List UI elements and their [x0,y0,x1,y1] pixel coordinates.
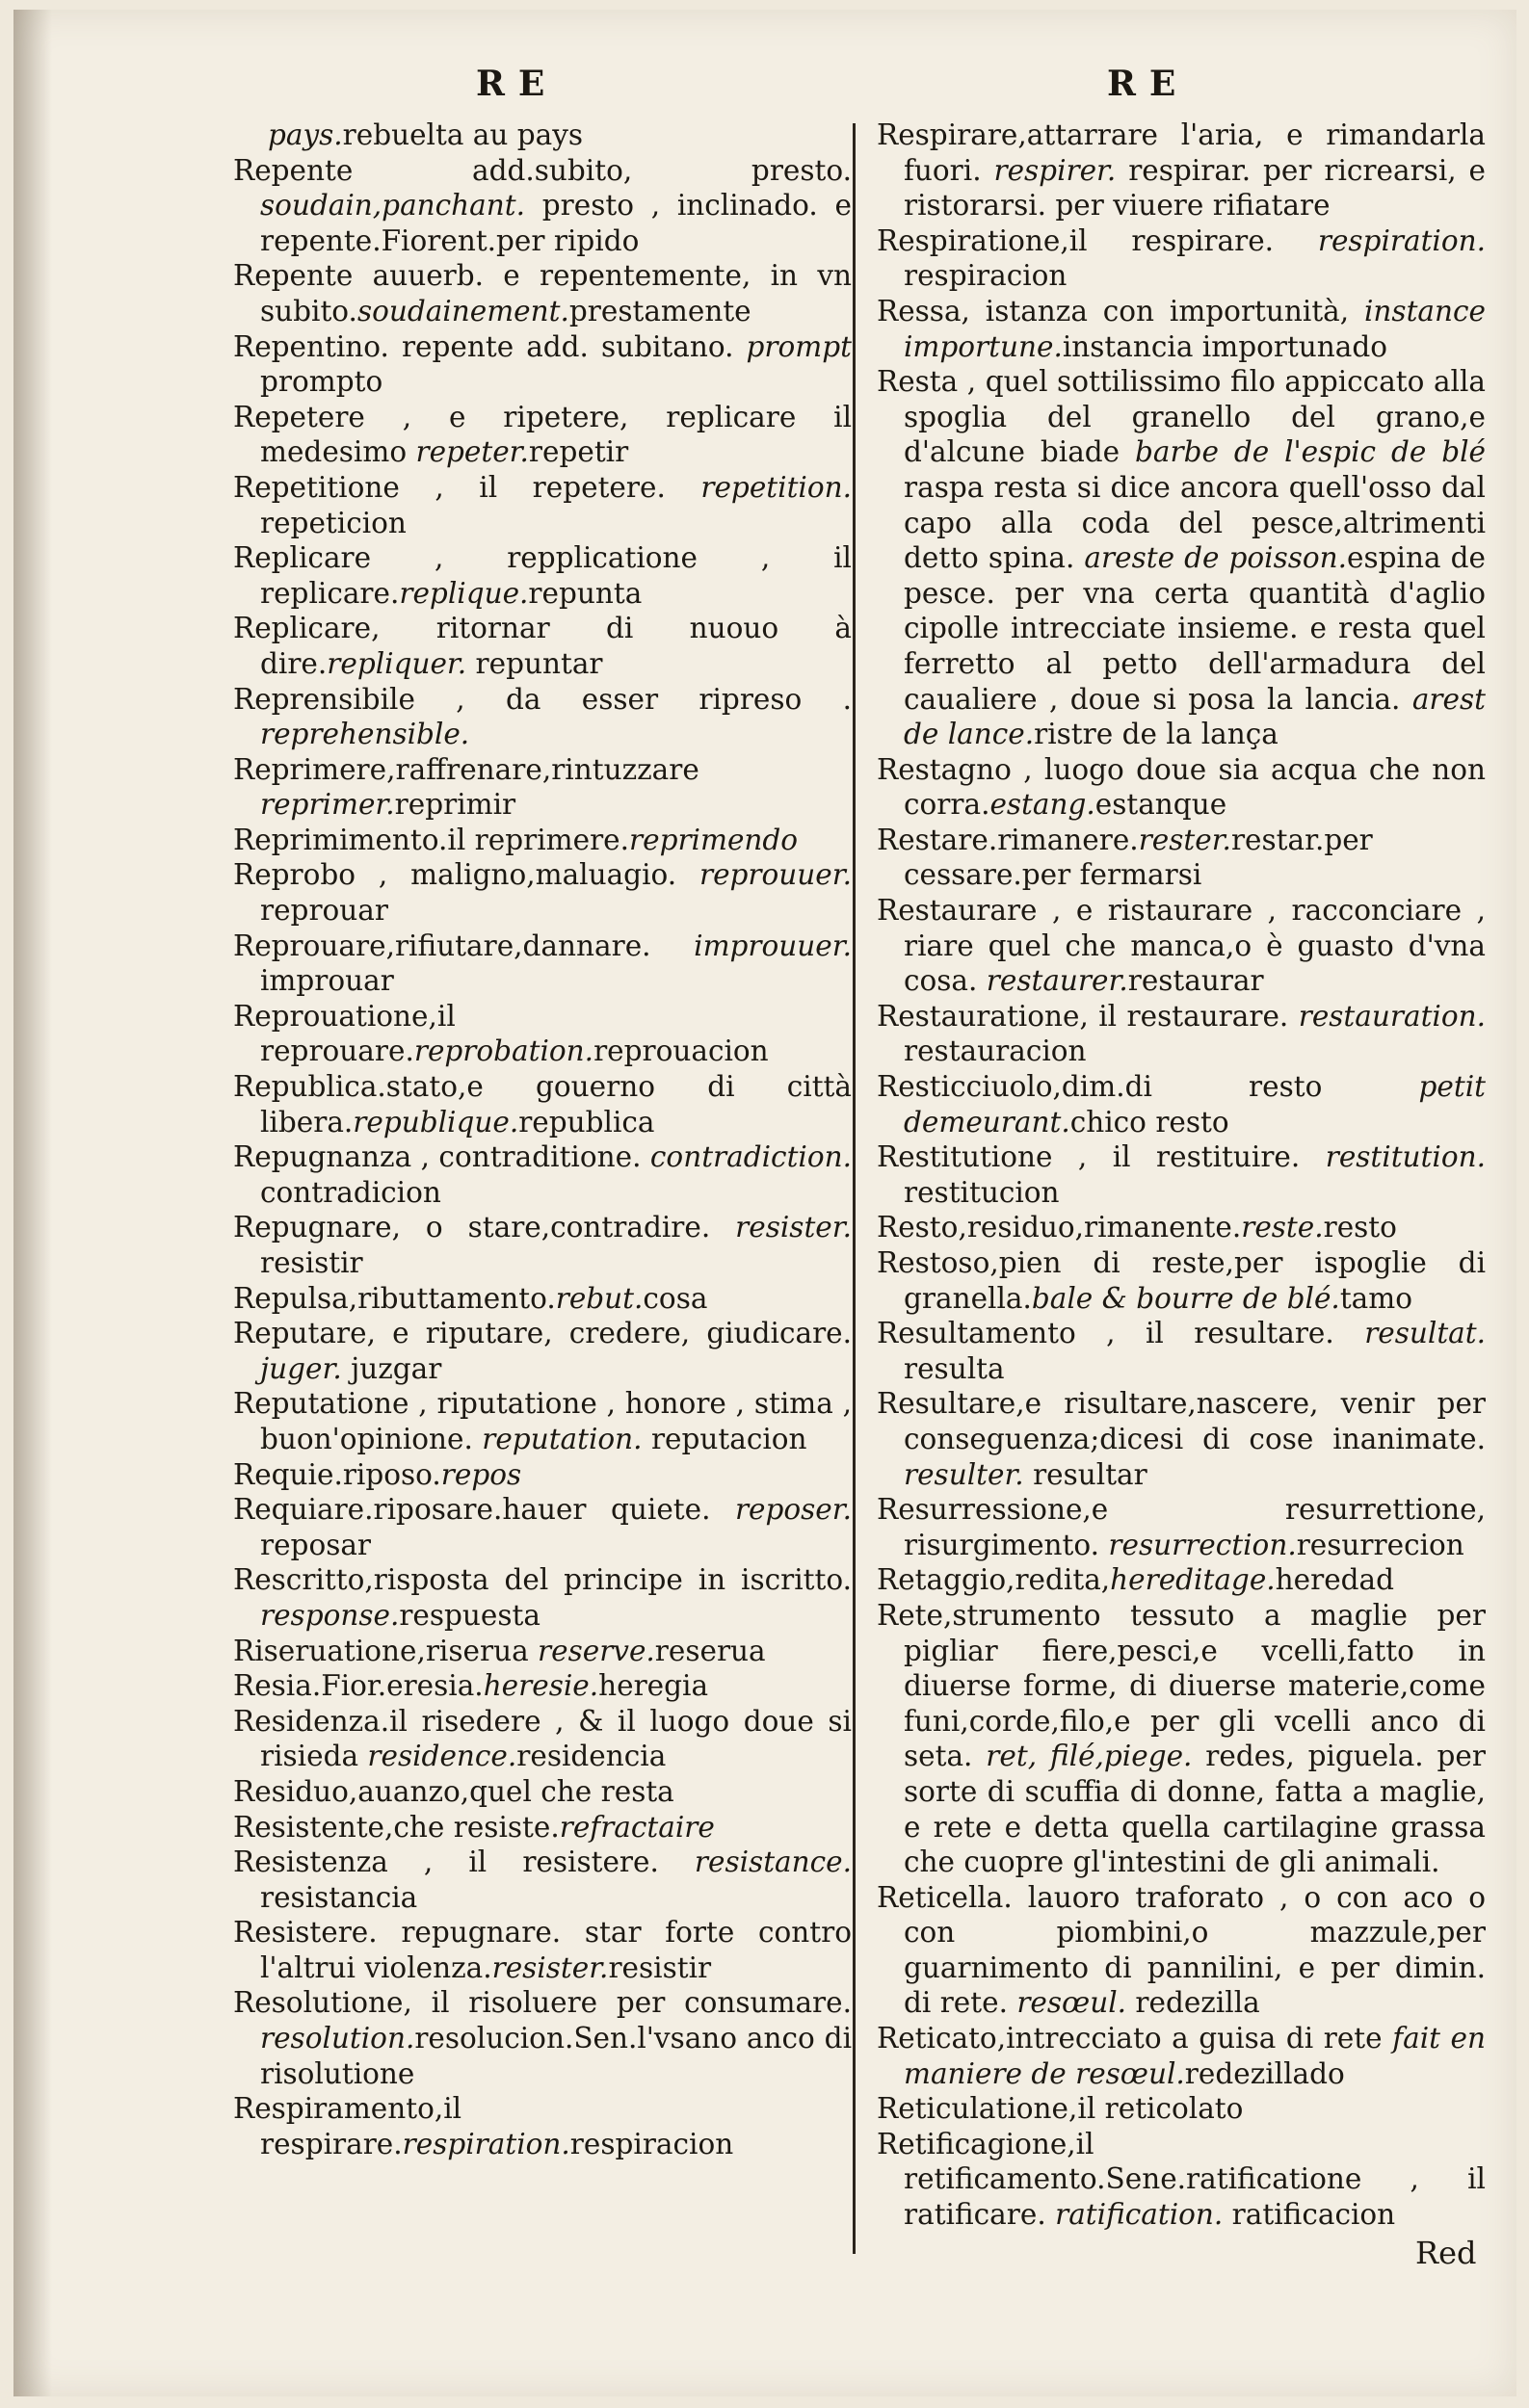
french-gloss: petit demeurant. [904,1070,1486,1139]
dictionary-entry [233,153,852,259]
headword: Retificagione [877,2127,1068,2160]
french-gloss: respirer. [993,153,1117,187]
spanish-gloss: restar.per cessare.per fermarsi [904,823,1373,892]
headword: Retaggio [877,1563,1007,1597]
italian-definition: ,il reprouare. [260,999,456,1068]
french-gloss: ret, filé,piege. [986,1740,1193,1773]
spanish-gloss: ratificacion [1223,2198,1396,2232]
french-gloss: arest de lance. [904,682,1486,751]
italian-definition: .il risedere , & il luogo doue si risieda [260,1704,852,1773]
french-gloss: restaurer. [986,964,1128,998]
headword: Resto [877,1211,959,1244]
dictionary-entry [877,2091,1486,2127]
dictionary-entry [877,1880,1486,2021]
french-gloss: repeter. [415,435,529,469]
headword: Replicare [233,541,372,575]
spanish-gloss: ristre de la lança [1034,718,1279,751]
italian-definition: ,intrecciato a guisa di rete [996,2022,1393,2055]
spanish-gloss: reprouar [260,894,388,928]
dictionary-entry [233,1457,852,1493]
dictionary-entry [233,1492,852,1562]
italian-definition: ,riserua [416,1634,539,1667]
italian-definition: , e riputare, credere, giudicare. [366,1317,852,1350]
italian-definition: ,attarrare l'aria, e rimandarla fuori. [904,118,1486,187]
italian-definition: , il restituire. [1052,1140,1326,1174]
italian-definition: . repugnare. star forte contro l'altrui violenza. [260,1916,852,1984]
italian-definition: , luogo doue sia acqua che non corra. [904,752,1486,822]
dictionary-entry [877,364,1486,752]
dictionary-entry [233,1668,852,1704]
dictionary-entry [233,540,852,611]
spanish-gloss: reputacion [642,1422,807,1455]
headword: Resolutione [233,1986,404,2020]
italian-definition: ,il retificamento.Sene.ratificatione , il ratificare. [904,2127,1486,2232]
french-gloss: resurrection. [1108,1528,1297,1561]
dictionary-entry [877,294,1486,364]
spanish-gloss: resurrecion [1296,1528,1464,1561]
dictionary-entry [233,400,852,470]
french-gloss: juger. [260,1351,342,1385]
headword: Replicare [233,612,372,645]
italian-definition: , quel sottilissimo filo appiccato alla spoglia del granello del grano,e d'alcune biade [904,365,1486,469]
dictionary-entry [877,1316,1486,1386]
spanish-gloss: reprouacion [593,1034,769,1068]
spanish-gloss: juzgar [341,1351,442,1385]
italian-definition: , il restaurare. [1079,999,1299,1033]
italian-definition: ,raffrenare,rintuzzare [386,752,699,786]
dictionary-entry [877,1139,1486,1210]
dictionary-entry [233,1810,852,1845]
spanish-gloss: resultar [1023,1457,1147,1491]
italian-definition: ,ributtamento. [348,1281,556,1315]
headword: Reticulatione [877,2092,1069,2126]
headword: Repente [233,153,354,187]
french-gloss: restitution. [1325,1140,1486,1174]
dictionary-entry [877,118,1486,223]
headword: Resultamento [877,1317,1076,1350]
headword: Rescritto [233,1563,365,1597]
headword: Reputare [233,1317,367,1350]
spanish-gloss: restauracion [904,1034,1087,1068]
spanish-gloss: respirar. per ricrearsi, e ristorarsi. per viuere rifiatare [904,153,1486,222]
italian-definition: .riposare.hauer quiete. [364,1493,735,1527]
italian-definition: ,che resiste. [384,1810,560,1844]
italian-definition: ,residuo,rimanente. [958,1211,1242,1244]
french-gloss: reputation. [482,1422,643,1455]
italian-definition: , ritornar di nuouo à dire. [260,612,852,680]
italian-definition: , e ripetere, replicare il medesimo [260,400,852,469]
french-gloss: heresie. [483,1669,599,1703]
italian-definition: , il resistere. [387,1845,695,1879]
dictionary-entry [233,2091,852,2161]
french-gloss: resœul. [1016,1986,1127,2020]
italian-definition: , da esser ripreso . [414,682,852,716]
headword: Restoso [877,1246,990,1279]
dictionary-entry [877,2127,1486,2233]
headword: Reticella [877,1880,1004,1914]
spanish-gloss: redes, piguela. per sorte di scuffia di donne, fatta a maglie, e rete e detta quella cartilagine grassa che cuopre gl'intestini de gli animali. [904,1740,1486,1879]
dictionary-entry [233,1915,852,1985]
headword: Respirare [877,118,1018,151]
dictionary-entry [233,1774,852,1810]
french-gloss: residence. [367,1740,517,1773]
french-gloss: ratification. [1055,2198,1224,2232]
headword: Restitutione [877,1140,1053,1174]
french-gloss: restauration. [1298,999,1486,1033]
french-gloss: respiration. [1317,223,1486,257]
italian-definition: , riputatione , honore , stima , buon'opinione. [260,1387,852,1455]
headword: Republica [233,1070,378,1104]
headword: Resta [877,365,959,399]
italian-definition: add.subito, presto. [353,153,852,187]
italian-definition: .stato,e gouerno di città libera. [260,1070,852,1139]
dictionary-entry [233,1139,852,1210]
french-gloss: contradiction. [649,1140,852,1174]
headword: Restagno [877,752,1012,786]
headword: Residenza [233,1704,381,1738]
headword: Resistenza [233,1845,388,1879]
dictionary-entry [233,752,852,823]
dictionary-entry [877,752,1486,823]
spanish-gloss: resulta [904,1351,1005,1385]
spanish-gloss: contradicion [260,1175,441,1209]
french-gloss: prompt [746,329,852,363]
dictionary-entry [233,682,852,752]
spanish-gloss: resolucion.Sen.l'vsano anco di risolutione [260,2022,852,2090]
dictionary-entry [877,893,1486,999]
spanish-gloss: heregia [598,1669,709,1703]
french-gloss: republique. [353,1105,519,1139]
italian-definition: , repplicatione , il replicare. [260,541,852,610]
column-rule [853,123,856,2254]
spanish-gloss: tamo [1339,1281,1412,1315]
headword: Riseruatione [233,1634,417,1667]
italian-definition: ,il respirare. [1060,223,1318,257]
french-gloss: reserve. [538,1634,655,1667]
dictionary-entry [233,329,852,400]
italian-definition: .riposo. [333,1457,441,1491]
spanish-gloss: repuntar [466,646,603,680]
french-gloss: replique. [399,576,529,610]
italian-definition: ,e risultare,nascere, venir per conseguenza;dicesi di cose inanimate. [904,1387,1486,1455]
spanish-gloss: reserua [654,1634,766,1667]
headword: Reprimimento [233,823,439,856]
spanish-gloss: resistir [260,1246,363,1279]
dictionary-entry [233,929,852,999]
french-gloss: reste. [1241,1211,1324,1244]
french-gloss: refractaire [559,1810,715,1844]
dictionary-entry [233,1985,852,2091]
dictionary-entry [877,823,1486,893]
headword: Resurressione [877,1493,1083,1527]
dictionary-entry [233,1562,852,1633]
dictionary-entry [233,1281,852,1317]
french-gloss: reprobation. [413,1034,594,1068]
french-gloss: areste de poisson. [1084,541,1348,575]
headword: Reprouare [233,929,386,962]
spanish-gloss: reposar [260,1528,372,1561]
italian-definition: , contraditione. [411,1140,650,1174]
spanish-gloss: redezillado [1184,2056,1345,2090]
running-head-left: RE [476,64,559,104]
book-page [13,10,1516,2396]
headword: Restauratione [877,999,1080,1033]
italian-definition: , il repetere. [399,470,701,504]
spanish-gloss: respiracion [569,2127,734,2160]
headword: Restaurare [877,894,1038,928]
dictionary-entry [233,1845,852,1915]
spanish-gloss: prompto [260,365,383,399]
french-gloss: pays. [268,118,343,151]
italian-definition: ,risposta del principe in iscritto. [364,1563,852,1597]
dictionary-entry [233,1210,852,1280]
french-gloss: instance importune. [904,294,1486,363]
dictionary-entry [877,1386,1486,1492]
spanish-gloss: estanque [1094,788,1227,822]
headword: Ressa [877,294,962,327]
french-gloss: improuuer. [694,929,852,962]
spanish-gloss: repetir [528,435,629,469]
french-gloss: soudain,panchant. [260,189,525,222]
french-gloss: resistance. [694,1845,852,1879]
headword: Reticato [877,2022,997,2055]
dictionary-entry [233,470,852,540]
spanish-gloss: chico resto [1069,1105,1229,1139]
headword: Repulsa [233,1281,349,1315]
headword: Respiratione [877,223,1061,257]
italian-definition: ,il reticolato [1068,2092,1244,2126]
italian-definition: ,rifiutare,dannare. [385,929,695,962]
headword: Repugnanza [233,1140,412,1174]
spanish-gloss: cosa [643,1281,708,1315]
dictionary-entry [233,1634,852,1669]
spanish-gloss: respiracion [904,259,1068,293]
spanish-gloss: respuesta [399,1598,540,1632]
spanish-gloss: prestamente [568,294,751,327]
spanish-gloss: instancia importunado [1062,329,1388,363]
headword: Resia [233,1669,312,1703]
italian-definition: , il risoluere per consumare. [403,1986,852,2020]
right-column [877,118,1486,2233]
headword: Repente [233,259,354,293]
headword: Resistere [233,1916,369,1950]
french-gloss: rebut. [555,1281,644,1315]
headword: Requie [233,1457,334,1491]
catchword: Red [1415,2235,1477,2271]
headword: Reputatione [233,1387,409,1421]
headword: Repetere [233,400,365,433]
dictionary-entry [877,1245,1486,1316]
dictionary-entry [233,611,852,681]
italian-definition: .Fior.eresia. [311,1669,484,1703]
italian-definition: .il reprimere. [438,823,630,856]
french-gloss: bale & bourre de blé. [1031,1281,1340,1315]
spanish-gloss: repunta [528,576,643,610]
italian-definition: , o stare,contradire. [391,1211,736,1244]
french-gloss: reprimendo [629,823,799,856]
spanish-gloss: redezilla [1126,1986,1260,2020]
french-gloss: estang. [989,788,1095,822]
spanish-gloss: espina de pesce. per vna certa quantità d'aglio cipolle intrecciate insieme. e resta quel ferretto al petto dell'armadura del caualiere , doue si posa la lancia. [904,541,1486,716]
spanish-gloss: republica [518,1105,655,1139]
dictionary-entry [877,1598,1486,1880]
french-gloss: resolution. [260,2022,415,2055]
french-gloss: reprouuer. [699,858,852,892]
headword: Residuo [233,1774,349,1808]
dictionary-entry [233,857,852,928]
french-gloss: hereditage. [1110,1563,1276,1597]
french-gloss: barbe de l'espic de blé [1135,435,1486,469]
dictionary-entry [233,1069,852,1139]
headword: Reprouatione [233,999,429,1033]
spanish-gloss: resto [1323,1211,1397,1244]
dictionary-entry [233,1386,852,1456]
french-gloss: rester. [1138,823,1231,856]
italian-definition: ,dim.di resto [1052,1070,1419,1104]
dictionary-entry [233,823,852,858]
italian-definition: ,redita, [1006,1563,1111,1597]
italian-definition: auuerb. e repentemente, in vn subito. [260,259,852,327]
italian-definition: ,pien di reste,per ispoglie di granella. [904,1246,1486,1315]
dictionary-entry [233,118,852,153]
italian-definition: ,il respirare. [260,2092,462,2160]
french-gloss: soudainement. [356,294,569,327]
dictionary-entry [233,1316,852,1386]
dictionary-entry [877,1069,1486,1139]
spanish-gloss: reprimir [394,788,516,822]
french-gloss: repliquer. [327,646,467,680]
french-gloss: resister. [491,1950,609,1984]
headword: Repentino. [233,329,389,363]
dictionary-entry [233,1704,852,1774]
spanish-gloss: resistancia [260,1880,418,1914]
spanish-gloss: repeticion [260,506,407,539]
french-gloss: repos [440,1457,522,1491]
dictionary-entry [877,1492,1486,1562]
italian-definition: , il resultare. [1075,1317,1365,1350]
gutter-shadow [13,10,52,2396]
headword: Reprimere [233,752,387,786]
italian-definition: , e ristaurare , racconciare , riare quel che manca,o è guasto d'vna cosa. [904,894,1486,998]
spanish-gloss: rebuelta au pays [342,118,584,151]
french-gloss: reprehensible. [260,718,470,751]
headword: Resultare [877,1387,1016,1421]
french-gloss: resulter. [904,1457,1024,1491]
french-gloss: resister. [735,1211,852,1244]
dictionary-entry [233,999,852,1069]
headword: Reprobo [233,858,356,892]
french-gloss: respiration. [402,2127,570,2160]
dictionary-entry [877,1210,1486,1245]
headword: Requiare [233,1493,365,1527]
headword: Repugnare [233,1211,392,1244]
headword: Rete [877,1598,943,1632]
headword: Repetitione [233,470,400,504]
italian-definition: , istanza con importunità, [961,294,1364,327]
italian-definition: repente add. subitano. [388,329,747,363]
spanish-gloss: improuar [260,964,394,998]
dictionary-entry [233,258,852,328]
french-gloss: response. [260,1598,400,1632]
french-gloss: repetition. [700,470,852,504]
dictionary-entry [877,999,1486,1069]
headword: Resistente [233,1810,385,1844]
dictionary-entry [877,2021,1486,2091]
italian-definition: .rimanere. [988,823,1139,856]
italian-definition: . lauoro traforato , o con aco o con piombini,o mazzule,per guarnimento di pannilini, e per dimin. di rete. [904,1880,1486,2020]
spanish-gloss: restaurar [1127,964,1264,998]
italian-definition: ,e resurrettione, risurgimento. [904,1493,1486,1561]
spanish-gloss: raspa resta si dice ancora quell'osso dal capo alla coda del pesce,altrimenti detto spina. [904,470,1486,575]
spanish-gloss: heredad [1275,1563,1395,1597]
spanish-gloss: residencia [516,1740,667,1773]
italian-definition: , maligno,maluagio. [356,858,699,892]
running-head-right: RE [1107,64,1190,104]
dictionary-entry [877,1562,1486,1598]
french-gloss: reposer. [734,1493,852,1527]
dictionary-entry [877,223,1486,294]
spanish-gloss: resistir [608,1950,712,1984]
italian-definition: ,strumento tessuto a maglie per pigliar fiere,pesci,e vcelli,fatto in diuerse forme, di diuerse materie,come funi,corde,filo,e per gli vcelli anco di seta. [904,1598,1486,1773]
left-column [233,118,852,2161]
headword: Restare [877,823,989,856]
headword: Respiramento [233,2092,435,2126]
headword: Reprensibile [233,682,415,716]
italian-definition: ,auanzo,quel che resta [348,1774,674,1808]
spanish-gloss: restitucion [904,1175,1060,1209]
headword: Resticciuolo [877,1070,1053,1104]
french-gloss: fait en maniere de resœul. [904,2022,1486,2090]
spanish-gloss: presto , inclinado. e repente.Fiorent.per ripido [260,189,852,257]
french-gloss: resultat. [1364,1317,1486,1350]
french-gloss: reprimer. [260,788,395,822]
